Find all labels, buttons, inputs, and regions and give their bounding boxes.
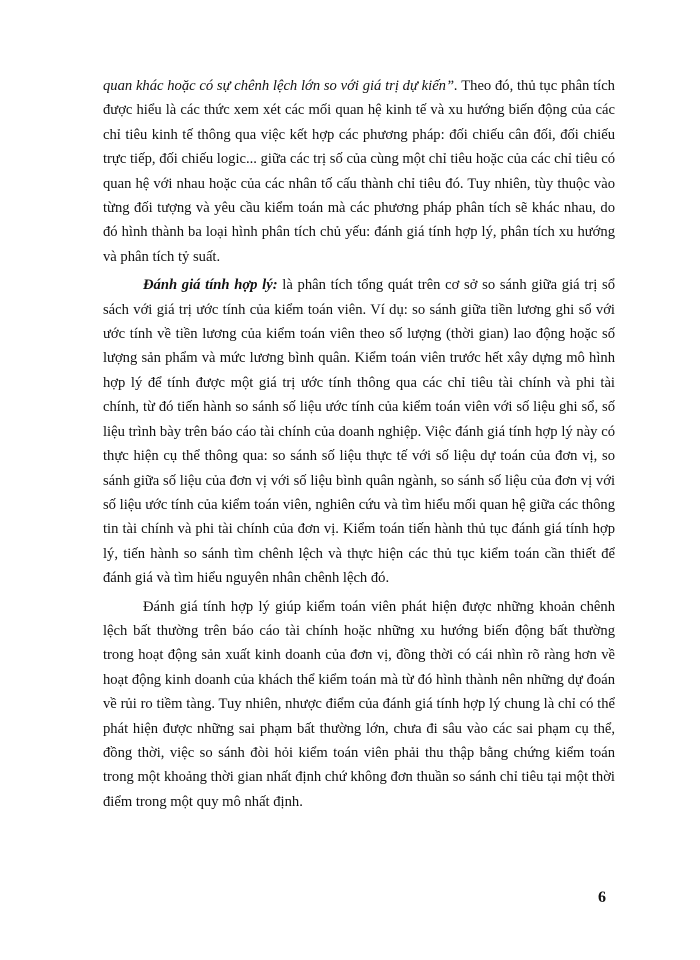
paragraph-reasonableness-evaluation xyxy=(103,595,615,815)
paragraph-3-body: Đánh giá tính hợp lý giúp kiểm toán viên phát hiện được những khoản chênh lệch bất thường trên báo cáo tài chính hoặc những xu hướng biến động bất thường trong hoạt động sản xuất kinh doanh của đơn vị, đồng thời có cái nhìn rõ ràng hơn về hoạt động kinh doanh của khách thể kiểm toán mà từ đó hình thành nên những dự đoán về rủi ro tiềm tàng. Tuy nhiên, nhược điểm của đánh giá tính hợp lý chung là chỉ có thể phát hiện được những sai phạm bất thường lớn, chưa đi sâu vào các sai phạm cụ thể, đồng thời, việc so sánh đòi hỏi kiểm toán viên phải thu thập bằng chứng kiểm toán trong một khoảng thời gian nhất định chứ không đơn thuần so sánh chỉ tiêu tại một thời điểm trong một quy mô nhất định. xyxy=(103,598,615,810)
quote-text: quan khác hoặc có sự chênh lệch lớn so với giá trị dự kiến”. xyxy=(103,78,458,94)
paragraph-2-body: là phân tích tổng quát trên cơ sở so sánh giữa giá trị sổ sách với giá trị ước tính của kiểm toán viên. Ví dụ: so sánh giữa tiền lương ghi sổ với ước tính về tiền lương của kiểm toán viên theo số lượng (thời gian) lao động hoặc số lượng sản phẩm và mức lương bình quân. Kiểm toán viên trước hết xây dựng mô hình hợp lý để tính được một giá trị ước tính thông qua các chỉ tiêu tài chính và phi tài chính, từ đó tiến hành so sánh số liệu ước tính của kiểm toán viên với số liệu ghi sổ, số liệu trình bày trên báo cáo tài chính của doanh nghiệp. Việc đánh giá tính hợp lý này có thực hiện cụ thể thông qua: so sánh số liệu thực tế với số liệu dự toán của đơn vị, so sánh giữa số liệu của đơn vị với số liệu bình quân ngành, so sánh số liệu của đơn vị với số liệu ước tính của kiểm toán viên, nghiên cứu và tìm hiểu mối quan hệ giữa các thông tin tài chính và phi tài chính của đơn vị. Kiểm toán tiến hành thủ tục đánh giá tính hợp lý, tiến hành so sánh tìm chênh lệch và thực hiện các thủ tục kiểm toán cần thiết để đánh giá và tìm hiểu nguyên nhân chênh lệch đó. xyxy=(103,277,616,587)
paragraph-1-body: Theo đó, thủ tục phân tích được hiểu là các thức xem xét các mối quan hệ kinh tế và xu hướng biến động của các chỉ tiêu kinh tế thông qua việc kết hợp các phương pháp: đối chiếu cân đối, đối chiếu trực tiếp, đối chiếu logic... giữa các trị số của cùng một chỉ tiêu hoặc của các chỉ tiêu có quan hệ với nhau hoặc của các nhân tố cấu thành chỉ tiêu đó. Tuy nhiên, tùy thuộc vào từng đối tượng và yêu cầu kiểm toán mà các phương pháp phân tích sẽ khác nhau, do đó hình thành ba loại hình phân tích chủ yếu: đánh giá tính hợp lý, phân tích xu hướng và phân tích tỷ suất. xyxy=(103,78,615,265)
paragraph-analytical-procedures xyxy=(103,74,615,269)
paragraph-reasonableness xyxy=(103,273,615,590)
page-number: 6 xyxy=(598,889,606,906)
term-heading: Đánh giá tính hợp lý: xyxy=(143,277,278,294)
document-page xyxy=(103,74,615,814)
